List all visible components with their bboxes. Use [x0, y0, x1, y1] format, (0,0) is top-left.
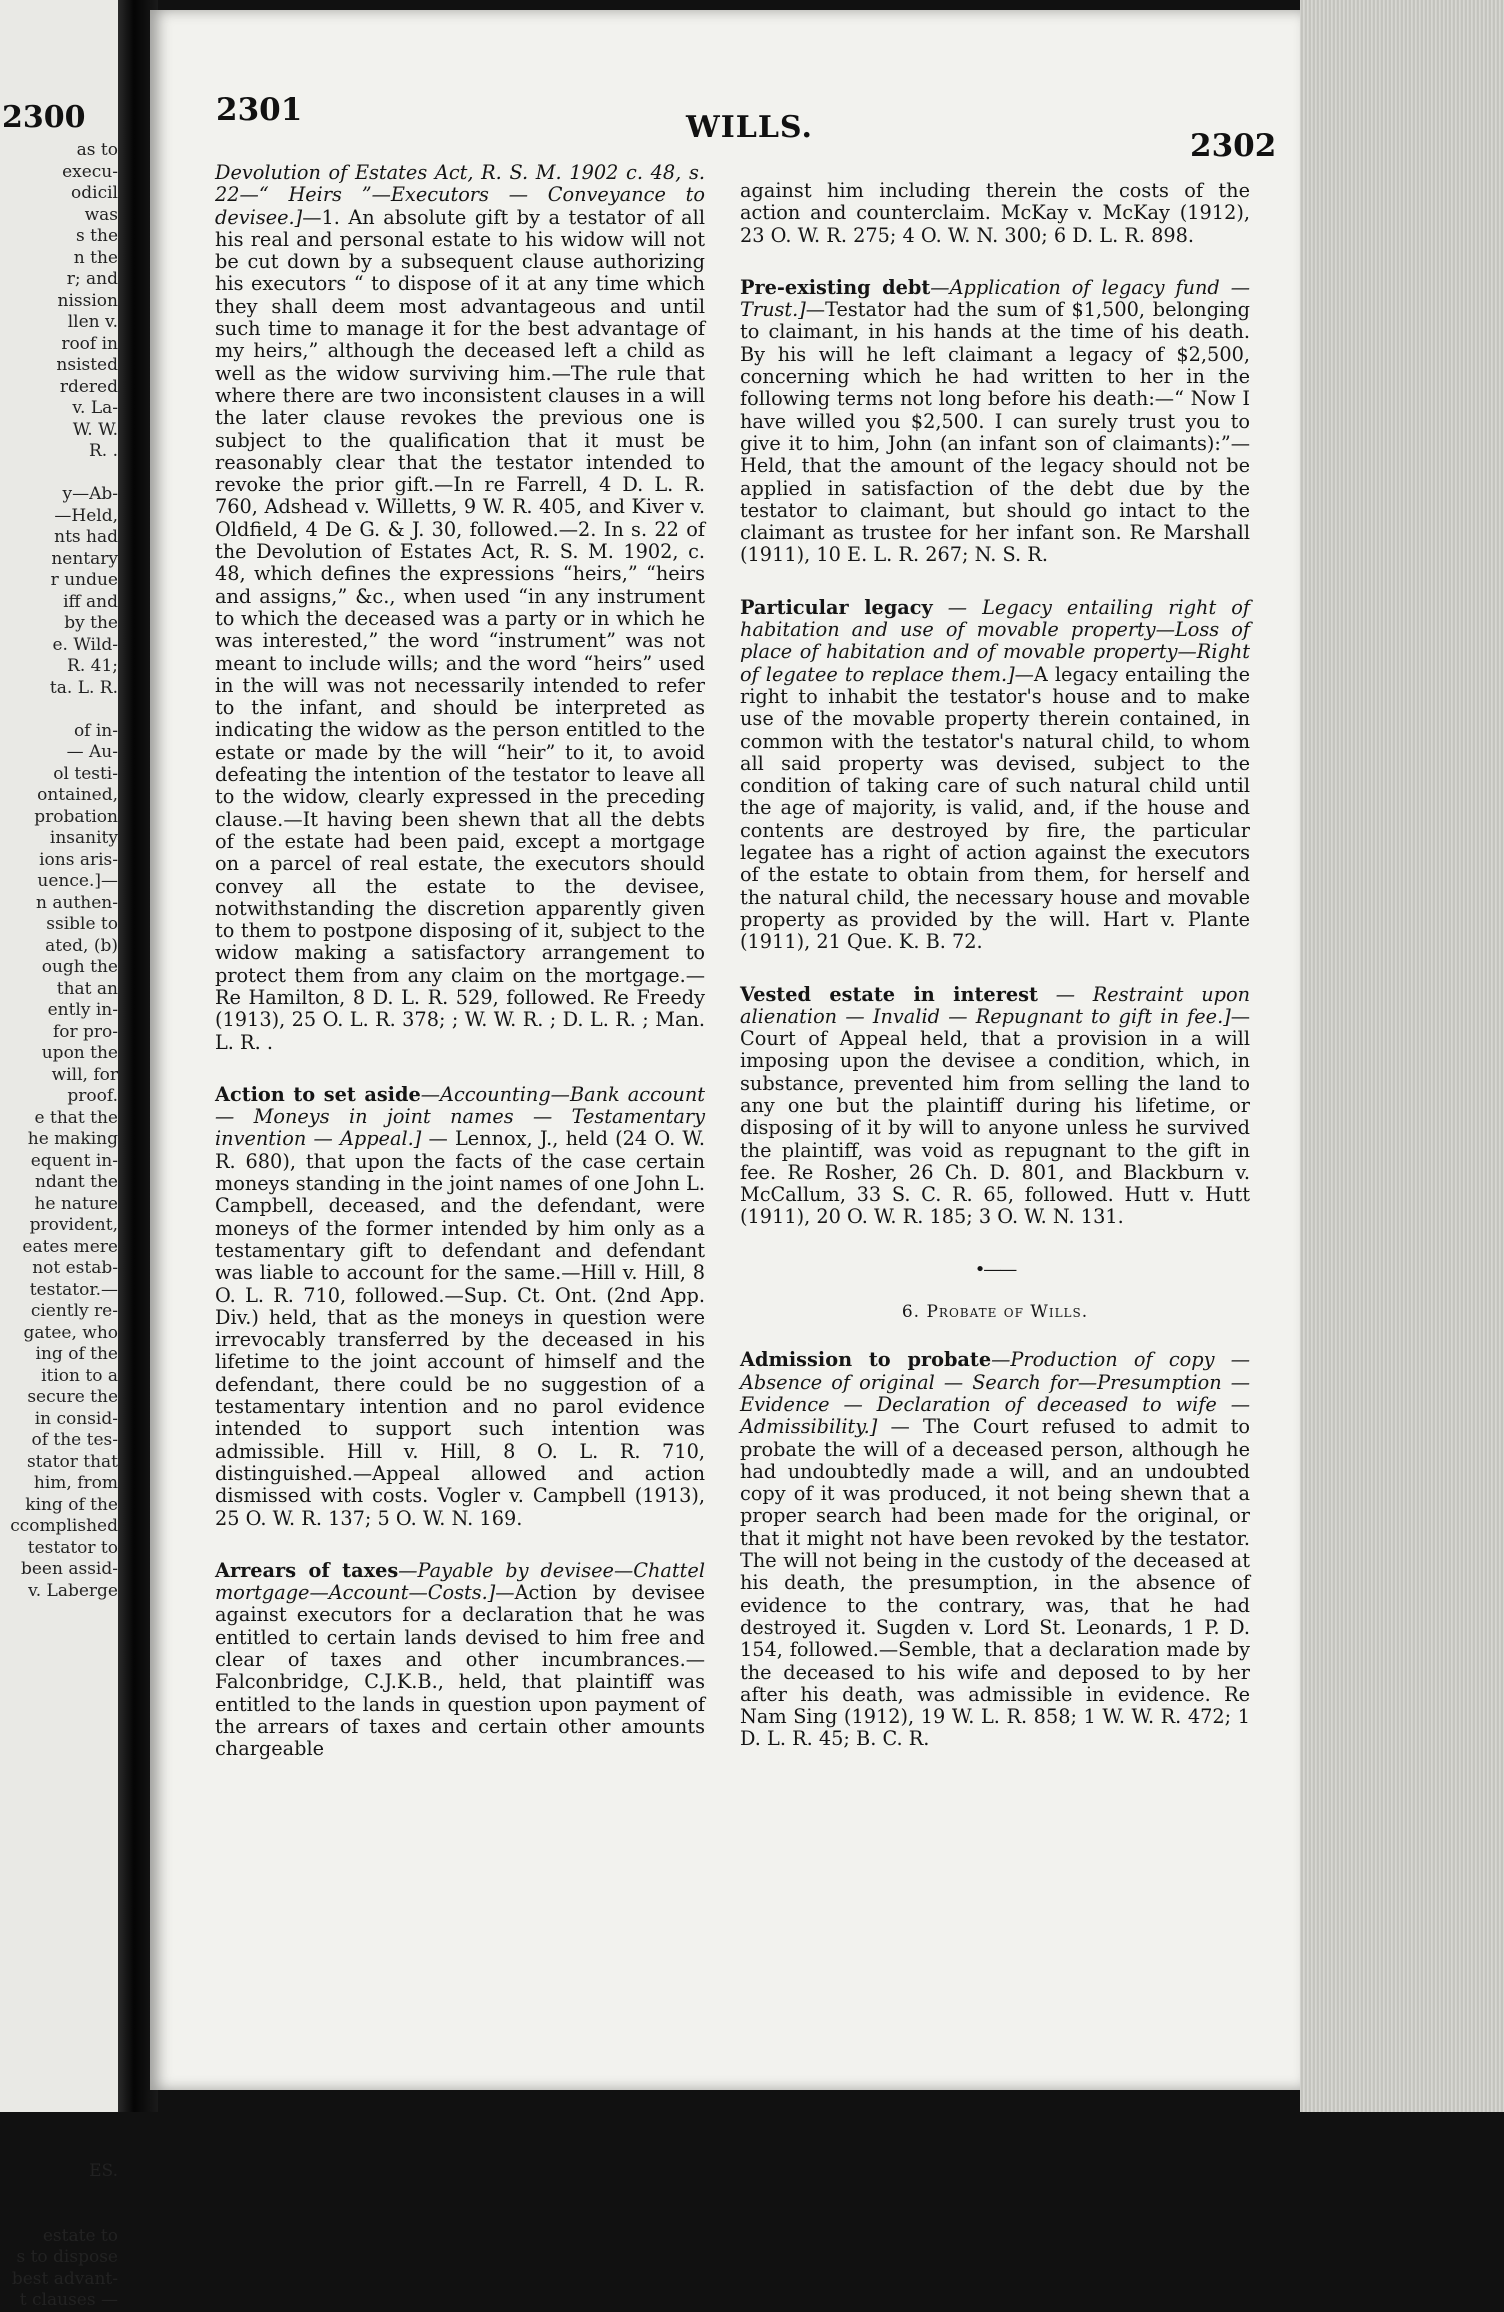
left-page-line	[0, 1774, 118, 1796]
left-page-line: as to	[76, 140, 118, 160]
entry-body: —1. An absolute gift by a testator of all his real and personal estate to his widow will not be cut down by a subsequent clause authorizing his executors “ to dispose of it at any time which they shall deem most advantageous and until such time to manage it for the best advantage of my heirs,” although the deceased left a child as well as the widow surviving him.—The rule that where there are two inconsistent clauses in a will the later clause revokes the previous one is subject to the qualification that it must be reasonably clear that the testator intended to revoke the prior gift.—In re Farrell, 4 D. L. R. 760, Adshead v. Willetts, 9 W. R. 405, and Kiver v. Oldfield, 4 De G. & J. 30, followed.—2. In s. 22 of the Devolution of Estates Act, R. S. M. 1902, c. 48, which defines the expressions “heirs,” “heirs and assigns,” &c., when used “in any instrument to which the deceased was a party or in which he was interested,” the word “instrument” was not meant to include wills; and the word “heirs” used in the will was not necessarily intended to refer to the infant, and should be interpreted as indicating the widow as the person entitled to the estate or made by the will “heir” to it, to avoid defeating the intention of the testator to leave all to the widow, clearly expressed in the preceding clause.—It having been shewn that all the debts of the estate had been paid, except a mortgage on a parcel of real estate, the executors should convey all the estate to the devisee, notwithstanding the discretion apparently given to them to postpone disposing of it, subject to the widow making a satisfactory arrangement to protect them from any claim on the mortgage.—Re Hamilton, 8 D. L. R. 529, followed. Re Freedy (1913), 25 O. L. R. 378; ; W. W. R. ; D. L. R. ; Man. L. R. .	[215, 205, 705, 1054]
left-page-line	[0, 1731, 118, 1753]
entry-vested-estate	[740, 984, 1250, 1229]
left-page-line: best advant-	[11, 2268, 118, 2289]
left-page-line	[0, 1796, 118, 1818]
entry-heading: Particular legacy	[740, 595, 933, 619]
left-page-line: r; and	[66, 269, 118, 289]
entry-subject: — Restraint upon alienation — Invalid — Repugnant to gift in fee.]	[740, 982, 1250, 1028]
left-page-line: nsisted	[56, 355, 118, 375]
left-page-line: ta. L. R.	[49, 677, 118, 698]
section-title: 6. Probate of Wills.	[901, 1302, 1089, 1323]
left-page-line: that an	[56, 978, 118, 999]
entry-pre-existing-debt	[740, 277, 1250, 567]
left-page-line	[0, 1968, 118, 1990]
entry-body: against him including therein the costs of the action and counterclaim. McKay v. McKay (1912), 23 O. W. R. 275; 4 O. W. N. 300; 6 D. L. R. 898.	[740, 179, 1250, 247]
left-page-line: nission	[57, 290, 118, 311]
left-page-line: ions aris-	[39, 849, 118, 870]
left-page-line: t clauses —	[19, 2290, 118, 2310]
page-number-right: 2302	[1190, 128, 1277, 164]
left-page-line: he making	[27, 1129, 118, 1149]
left-page-line: of in-	[73, 720, 118, 741]
left-page-line: odicil	[71, 183, 118, 203]
left-page-line	[0, 1688, 118, 1710]
left-page-line: ndant the	[35, 1172, 118, 1192]
left-page-line: uence.]—	[37, 871, 118, 891]
left-page-line	[0, 1645, 118, 1667]
left-page-line: ssible to	[46, 914, 118, 934]
left-page-line: king of the	[25, 1494, 118, 1515]
left-page-line: iff and	[63, 591, 118, 612]
page-edges	[1300, 0, 1504, 2112]
left-page-line	[0, 1624, 118, 1646]
left-page-line	[0, 2118, 118, 2140]
left-page-line: n authen-	[36, 892, 118, 913]
left-page-line	[0, 2075, 118, 2097]
left-page-line	[0, 2032, 118, 2054]
left-page-line: ciently re-	[30, 1301, 118, 1321]
left-page-line: not estab-	[32, 1258, 118, 1278]
left-page-line: R. .	[88, 441, 118, 461]
left-page-line: testator.—	[29, 1279, 118, 1300]
left-page-line	[0, 2183, 118, 2205]
section-ornament: •——	[974, 1258, 1016, 1280]
left-page-line: gatee, who	[23, 1322, 118, 1343]
left-page-line	[0, 2204, 118, 2226]
left-page-line: R. 41;	[67, 656, 118, 676]
left-page-line: been assid-	[20, 1559, 118, 1579]
left-page-line: secure the	[27, 1387, 118, 1407]
entry-body: —Action by devisee against executors for a declaration that he was entitled to certain lands devised to him free and clear of taxes and other incumbrances.—Falconbridge, C.J.K.B., held, that plaintiff was entitled to the lands in question upon payment of the arrears of taxes and certain other amounts chargeable	[215, 1581, 705, 1761]
left-page-line	[0, 1602, 118, 1624]
left-page-line: e. Wild-	[52, 634, 118, 655]
entry-heading: Action to set aside	[215, 1082, 421, 1106]
left-page-line: was	[84, 204, 118, 225]
left-page-line: ently in-	[47, 1000, 118, 1020]
left-page-line: upon the	[41, 1043, 118, 1063]
left-page-line	[0, 2054, 118, 2076]
left-page-line: llen v.	[67, 312, 118, 332]
left-page-line: ated, (b)	[45, 935, 118, 956]
entry-subject: —Payable by devisee—Chattel mortgage—Account—Costs.]	[215, 1558, 705, 1605]
left-page-line	[0, 1925, 118, 1947]
entry-body: —Testator had the sum of $1,500, belonging to claimant, in his hands at the time of his death. By his will he left claimant a legacy of $2,500, concerning which he had written to her in the following terms not long before his death:—“ Now I have willed you $2,500. I can surely trust you to give it to him, John (an infant son of claimants):”—Held, that the amount of the legacy should not be applied in satisfaction of the debt due by the testator to claimant, but should go intact to the claimant as trustee for her infant son. Re Marshall (1911), 10 E. L. R. 267; N. S. R.	[740, 298, 1250, 567]
left-page-line: will, for	[51, 1064, 118, 1085]
left-page-line: ontained,	[37, 785, 118, 805]
entry-body: —A legacy entailing the right to inhabit the testator's house and to make use of the movable property therein contained, in common with the testator's natural child, to whom all said property was devised, subject to the condition of taking care of such natural child until the age of majority, is valid, and, if the house and contents are destroyed by fire, the particular legatee has a right of action against the executors of the estate to obtain from them, for herself and the natural child, the necessary house and movable property as provided by the will. Hart v. Plante (1911), 21 Que. K. B. 72.	[740, 662, 1250, 954]
left-page-line	[0, 463, 118, 485]
left-page-line	[0, 2140, 118, 2162]
left-page-line	[0, 1753, 118, 1775]
left-page-line	[0, 1710, 118, 1732]
left-page-line: ough the	[41, 957, 118, 977]
right-column	[740, 180, 1250, 1781]
entry-subject: Devolution of Estates Act, R. S. M. 1902 c. 48, s. 22—“ Heirs ”—Executors — Conveyance to devisee.]	[215, 161, 705, 229]
page-number-left: 2301	[216, 92, 303, 128]
entry-action-to-set-aside	[215, 1084, 705, 1530]
left-page-line: s to dispose	[16, 2247, 118, 2267]
left-page-line: s the	[76, 226, 118, 246]
left-page-line	[0, 1903, 118, 1925]
entry-arrears-of-taxes	[215, 1560, 705, 1761]
entry-body: — The Court refused to admit to probate the will of a deceased person, although he had undoubtedly made a will, and an undoubted copy of it was produced, it not being shewn that a proper search had been made for the original, or that it might not have been revoked by the testator. The will not being in the custody of the deceased at his death, the presumption, in the absence of evidence to the contrary, was, that he had destroyed it. Sugden v. Lord St. Leonards, 1 P. D. 154, followed.—Semble, that a declaration made by the deceased to his wife and deposed to by her after his death, was admissible in evidence. Re Nam Sing (1912), 19 W. L. R. 858; 1 W. W. R. 472; 1 D. L. R. 45; B. C. R.	[740, 1415, 1250, 1751]
left-page-line	[0, 699, 118, 721]
left-page-line: stator that	[26, 1451, 118, 1472]
left-page-line: ES.	[89, 2161, 118, 2181]
left-page-line: probation	[34, 806, 118, 827]
entry-body: — Lennox, J., held (24 O. W. R. 680), that upon the facts of the case certain moneys standing in the joint names of one John L. Campbell, deceased, and the defendant, were moneys of the former intended by him only as a testamentary gift to defendant and defendant was liable to account for the same.—Hill v. Hill, 8 O. L. R. 710, followed.—Sup. Ct. Ont. (2nd App. Div.) held, that as the moneys in question were irrevocably transferred by the deceased in his lifetime to the joint account of himself and the defendant, there could be no suggestion of a testamentary intention and no parol evidence intended to support such intention was admissible. Hill v. Hill, 8 O. L. R. 710, distinguished.—Appeal allowed and action dismissed with costs. Vogler v. Campbell (1913), 25 O. W. R. 137; 5 O. W. N. 169.	[215, 1127, 705, 1530]
left-page-text-fragments	[0, 140, 118, 2312]
left-page-line: n the	[73, 247, 118, 268]
entry-continuation	[740, 180, 1250, 247]
entry-devolution-heirs	[215, 162, 705, 1054]
left-page-line	[0, 1882, 118, 1904]
left-page-line: by the	[64, 613, 118, 633]
left-page-line	[0, 2011, 118, 2033]
left-page-line: roof in	[61, 333, 118, 354]
left-page-line: nentary	[51, 548, 118, 569]
left-page-line: rdered	[59, 376, 118, 397]
left-page-line	[0, 1946, 118, 1968]
left-page-line: insanity	[49, 828, 118, 848]
entry-heading: Arrears of taxes	[215, 1558, 399, 1582]
left-page-line	[0, 1839, 118, 1861]
left-page-line: ol testi-	[53, 763, 118, 784]
left-page-line: ing of the	[35, 1344, 118, 1364]
left-page-line: e that the	[34, 1107, 118, 1128]
left-page-line: testator to	[27, 1537, 118, 1558]
left-column	[215, 162, 705, 1790]
entry-heading: Vested estate in interest	[740, 982, 1038, 1006]
left-page-line: nts had	[54, 527, 118, 547]
left-page-line: ccomplished	[10, 1516, 118, 1536]
left-page-line: — Au-	[66, 742, 118, 762]
entry-particular-legacy	[740, 597, 1250, 954]
entry-subject: —Application of legacy fund — Trust.]	[740, 275, 1250, 322]
entry-subject: —Production of copy — Absence of original — Search for—Presumption — Evidence — Declaration of deceased to wife — Admissibility.]	[740, 1348, 1250, 1439]
entry-heading: Admission to probate	[740, 1348, 992, 1372]
entry-heading: Pre-existing debt	[740, 275, 931, 299]
left-page-line: equent in-	[30, 1150, 118, 1171]
left-page-line	[0, 1989, 118, 2011]
entry-subject: —Accounting—Bank account — Moneys in joint names — Testamentary invention — Appeal.]	[215, 1082, 705, 1151]
left-page-line: y—Ab-	[62, 484, 118, 504]
left-page-line	[0, 2097, 118, 2119]
left-page-line	[0, 1817, 118, 1839]
left-page-line	[0, 1860, 118, 1882]
left-page-line: W. W.	[72, 419, 118, 440]
left-page-line: r undue	[50, 570, 118, 590]
left-page-line: execu-	[62, 161, 118, 182]
left-page-line: v. La-	[72, 398, 118, 418]
left-page-line: him, from	[33, 1473, 118, 1493]
entry-body: —Court of Appeal held, that a provision in a will imposing upon the devisee a condition, which, in substance, prevented him from selling the land to any one but the plaintiff during his lifetime, or disposing of it by will to anyone unless he survived the plaintiff, was void as repugnant to the gift in fee. Re Rosher, 26 Ch. D. 801, and Blackburn v. McCallum, 33 S. C. R. 65, followed. Hutt v. Hutt (1911), 20 O. W. R. 185; 3 O. W. N. 131.	[740, 1004, 1250, 1229]
left-page-line: in consid-	[34, 1408, 118, 1429]
left-page-line: v. Laberge	[28, 1580, 118, 1601]
left-page-line: of the tes-	[31, 1430, 118, 1450]
left-page-line: for pro-	[52, 1021, 118, 1042]
left-page-line: provident,	[29, 1215, 118, 1235]
left-page-line: —Held,	[54, 505, 118, 526]
left-page-line: ition to a	[41, 1365, 118, 1386]
left-page-line: proof.	[67, 1086, 118, 1106]
left-page-line: estate to	[42, 2225, 118, 2246]
left-page-line	[0, 1667, 118, 1689]
entry-admission-to-probate	[740, 1349, 1250, 1750]
entry-subject: — Legacy entailing right of habitation and use of movable property—Loss of place of habitation and of movable property—Right of legatee to replace them.]	[740, 595, 1250, 686]
left-page-line: eates mere	[22, 1236, 118, 1257]
left-page-line: he nature	[34, 1193, 118, 1214]
running-title: WILLS.	[686, 110, 813, 145]
left-page-number: 2300	[2, 100, 86, 135]
